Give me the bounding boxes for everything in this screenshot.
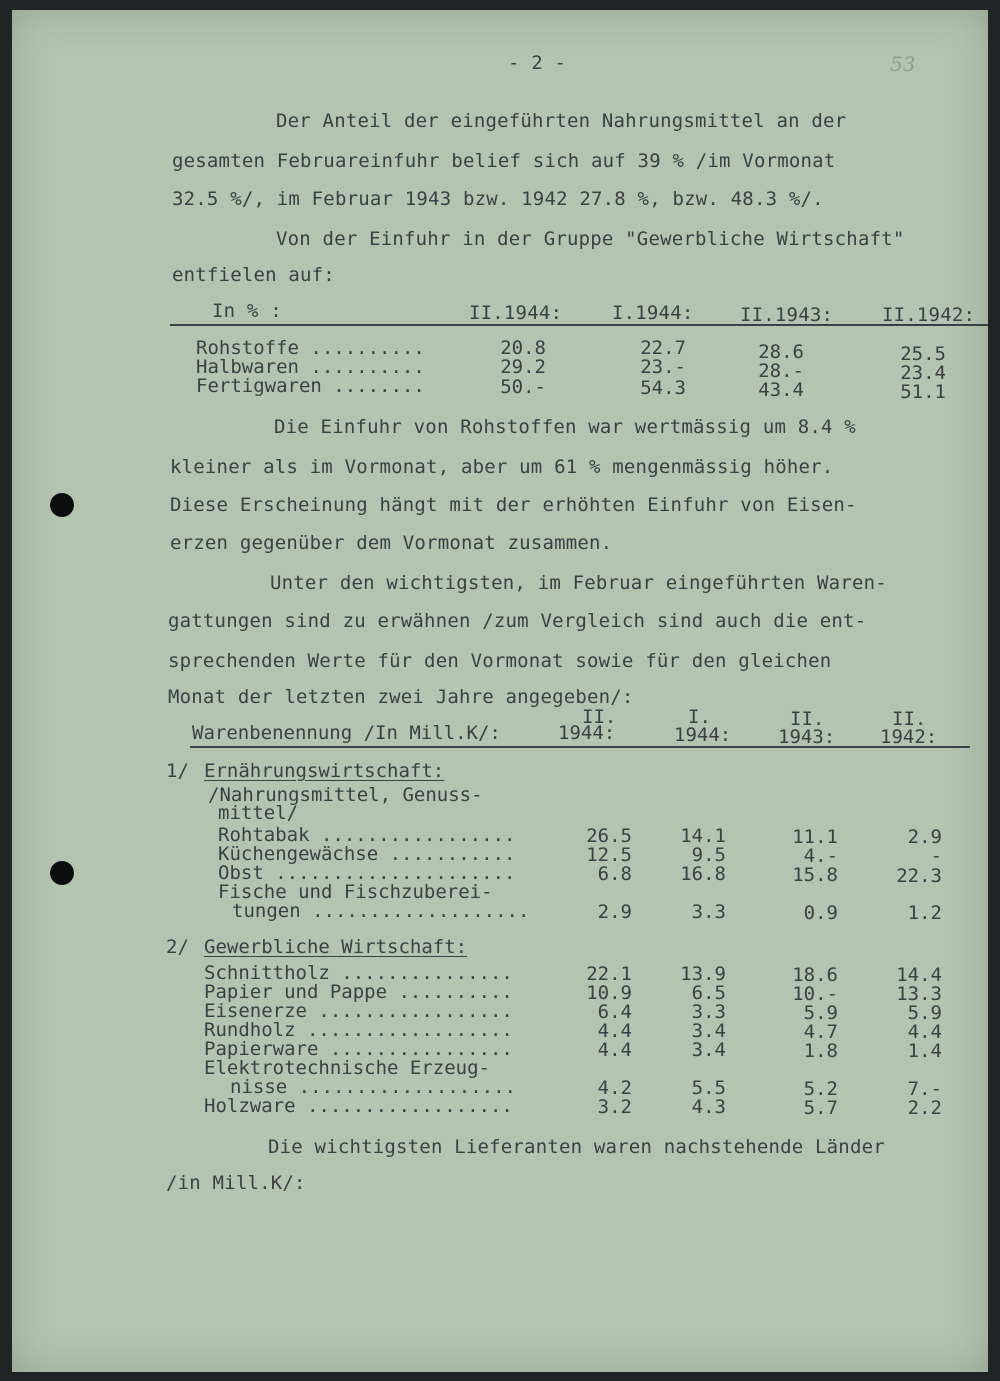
table1-row-label: Fertigwaren ........: [196, 375, 425, 397]
table1-cell: 51.1: [900, 381, 946, 403]
table2-cell: 5.5: [691, 1077, 726, 1099]
table2-row-label: Eisenerze .................: [204, 1000, 513, 1022]
table1-cell: 25.5: [900, 343, 946, 365]
table2-cell: 5.9: [803, 1002, 838, 1024]
paragraph-4-line-2: gattungen sind zu erwähnen /zum Vergleich sind auch die ent-: [168, 610, 867, 632]
pencil-annotation: 53: [890, 52, 916, 76]
table2-cell: 3.3: [691, 1001, 726, 1023]
table2-cell: 10.9: [586, 982, 632, 1004]
table2-row-label: Schnittholz ...............: [204, 962, 513, 984]
table2-row-label: Rundholz ..................: [204, 1019, 513, 1041]
section-2-title: Gewerbliche Wirtschaft:: [204, 936, 468, 958]
table2-cell: 3.2: [597, 1096, 632, 1118]
table2-cell: 13.3: [896, 983, 942, 1005]
paragraph-3-line-3: Diese Erscheinung hängt mit der erhöhten Einfuhr von Eisen-: [170, 494, 857, 516]
page-number: - 2 -: [508, 52, 567, 74]
table1-cell: 43.4: [758, 379, 804, 401]
table2-cell: 18.6: [792, 964, 838, 986]
table1-cell: 28.6: [758, 341, 804, 363]
paragraph-2-line-1: Von der Einfuhr in der Gruppe "Gewerbliche Wirtschaft": [276, 228, 905, 250]
paragraph-1-line-3: 32.5 %/, im Februar 1943 bzw. 1942 27.8 %, bzw. 48.3 %/.: [172, 188, 824, 210]
table1-header-col-1: II.1944:: [469, 302, 563, 324]
table1-cell: 28.-: [758, 360, 804, 382]
table2-cell: 9.5: [691, 844, 726, 866]
table2-cell: 6.8: [597, 863, 632, 885]
table1-header-col-4: II.1942:: [882, 304, 976, 326]
table1-row-label: Rohstoffe ..........: [196, 337, 425, 359]
table2-col-2-top: I.: [688, 706, 711, 728]
table2-col-4-bottom: 1942:: [880, 726, 938, 748]
paragraph-5-line-1: Die wichtigsten Lieferanten waren nachstehende Länder: [268, 1136, 885, 1158]
table2-cell: 2.9: [907, 826, 942, 848]
table2-cell: 7.-: [907, 1078, 942, 1100]
document-page: [12, 10, 988, 1372]
paragraph-3-line-2: kleiner als im Vormonat, aber um 61 % mengenmässig höher.: [170, 456, 834, 478]
paragraph-4-line-4: Monat der letzten zwei Jahre angegeben/:: [168, 686, 634, 708]
table2-cell: 5.7: [803, 1097, 838, 1119]
table1-row-label: Halbwaren ..........: [196, 356, 425, 378]
section-1-subtitle-line-2: mittel/: [218, 802, 299, 824]
table2-row-label-line-2: nisse ...................: [230, 1076, 516, 1098]
table2-cell: 0.9: [803, 902, 838, 924]
table2-cell: 10.-: [792, 983, 838, 1005]
paragraph-2-line-2: entfielen auf:: [172, 264, 335, 286]
table2-cell: 5.9: [907, 1002, 942, 1024]
table2-cell: 14.4: [896, 964, 942, 986]
table2-header-label: Warenbenennung /In Mill.K/:: [192, 722, 501, 744]
table1-cell: 20.8: [500, 337, 546, 359]
table1-cell: 29.2: [500, 356, 546, 378]
table2-header-rule: [190, 746, 970, 748]
table1-header-label: In % :: [212, 300, 282, 322]
table2-cell: 16.8: [680, 863, 726, 885]
table2-cell: 12.5: [586, 844, 632, 866]
table2-col-1-bottom: 1944:: [558, 722, 616, 744]
table2-cell: 6.5: [691, 982, 726, 1004]
table2-row-label-line-1: Fische und Fischzuberei-: [218, 881, 493, 903]
punch-hole-bottom: [50, 861, 74, 885]
table2-col-3-top: II.: [790, 708, 825, 730]
table2-cell: 15.8: [792, 864, 838, 886]
table2-cell: -: [930, 845, 942, 867]
table2-cell: 6.4: [597, 1001, 632, 1023]
table1-cell: 23.-: [640, 356, 686, 378]
table2-row-label: Küchengewächse ...........: [218, 843, 516, 865]
table1-header-rule: [170, 324, 988, 326]
paragraph-4-line-3: sprechenden Werte für den Vormonat sowie für den gleichen: [168, 650, 832, 672]
paragraph-3-line-4: erzen gegenüber dem Vormonat zusammen.: [170, 532, 613, 554]
table2-cell: 3.4: [691, 1039, 726, 1061]
table2-row-label-line-2: tungen ...................: [232, 900, 530, 922]
table2-col-1-top: II.: [582, 706, 617, 728]
table2-cell: 26.5: [586, 825, 632, 847]
table1-cell: 23.4: [900, 362, 946, 384]
table1-cell: 50.-: [500, 376, 546, 398]
table2-cell: 13.9: [680, 963, 726, 985]
table2-cell: 1.2: [907, 902, 942, 924]
table2-cell: 4.4: [597, 1039, 632, 1061]
table2-cell: 3.4: [691, 1020, 726, 1042]
table2-row-label: Rohtabak .................: [218, 824, 516, 846]
table2-row-label: Obst .....................: [218, 862, 516, 884]
table2-cell: 2.9: [597, 901, 632, 923]
paragraph-4-line-1: Unter den wichtigsten, im Februar eingeführten Waren-: [270, 572, 887, 594]
punch-hole-top: [50, 493, 74, 517]
table2-cell: 4.4: [597, 1020, 632, 1042]
table2-cell: 4.7: [803, 1021, 838, 1043]
table2-cell: 1.4: [907, 1040, 942, 1062]
table2-cell: 14.1: [680, 825, 726, 847]
table2-cell: 4.-: [803, 845, 838, 867]
section-1-subtitle-line-1: /Nahrungsmittel, Genuss-: [208, 784, 483, 806]
table1-cell: 54.3: [640, 377, 686, 399]
table2-cell: 4.2: [597, 1077, 632, 1099]
paragraph-3-line-1: Die Einfuhr von Rohstoffen war wertmässig um 8.4 %: [274, 416, 856, 438]
paragraph-1-line-1: Der Anteil der eingeführten Nahrungsmittel an der: [276, 110, 847, 132]
table1-header-col-2: I.1944:: [612, 302, 694, 324]
table2-cell: 1.8: [803, 1040, 838, 1062]
paragraph-1-line-2: gesamten Februareinfuhr belief sich auf 39 % /im Vormonat: [172, 150, 836, 172]
table2-row-label-line-1: Elektrotechnische Erzeug-: [204, 1057, 490, 1079]
table2-row-label: Holzware ..................: [204, 1095, 513, 1117]
table2-cell: 4.4: [907, 1021, 942, 1043]
table2-row-label: Papierware ................: [204, 1038, 513, 1060]
table2-cell: 22.3: [896, 865, 942, 887]
table2-cell: 5.2: [803, 1078, 838, 1100]
table2-cell: 2.2: [907, 1097, 942, 1119]
section-1-title: Ernährungswirtschaft:: [204, 760, 445, 782]
table2-cell: 3.3: [691, 901, 726, 923]
paragraph-5-line-2: /in Mill.K/:: [166, 1172, 306, 1194]
table2-row-label: Papier und Pappe ..........: [204, 981, 513, 1003]
table2-col-3-bottom: 1943:: [778, 726, 836, 748]
table2-cell: 22.1: [586, 963, 632, 985]
section-2-number: 2/: [166, 936, 189, 958]
table1-header-col-3: II.1943:: [740, 304, 834, 326]
table2-col-2-bottom: 1944:: [674, 724, 732, 746]
section-1-number: 1/: [166, 760, 189, 782]
table2-cell: 4.3: [691, 1096, 726, 1118]
table1-cell: 22.7: [640, 337, 686, 359]
table2-cell: 11.1: [792, 826, 838, 848]
table2-col-4-top: II.: [892, 708, 927, 730]
